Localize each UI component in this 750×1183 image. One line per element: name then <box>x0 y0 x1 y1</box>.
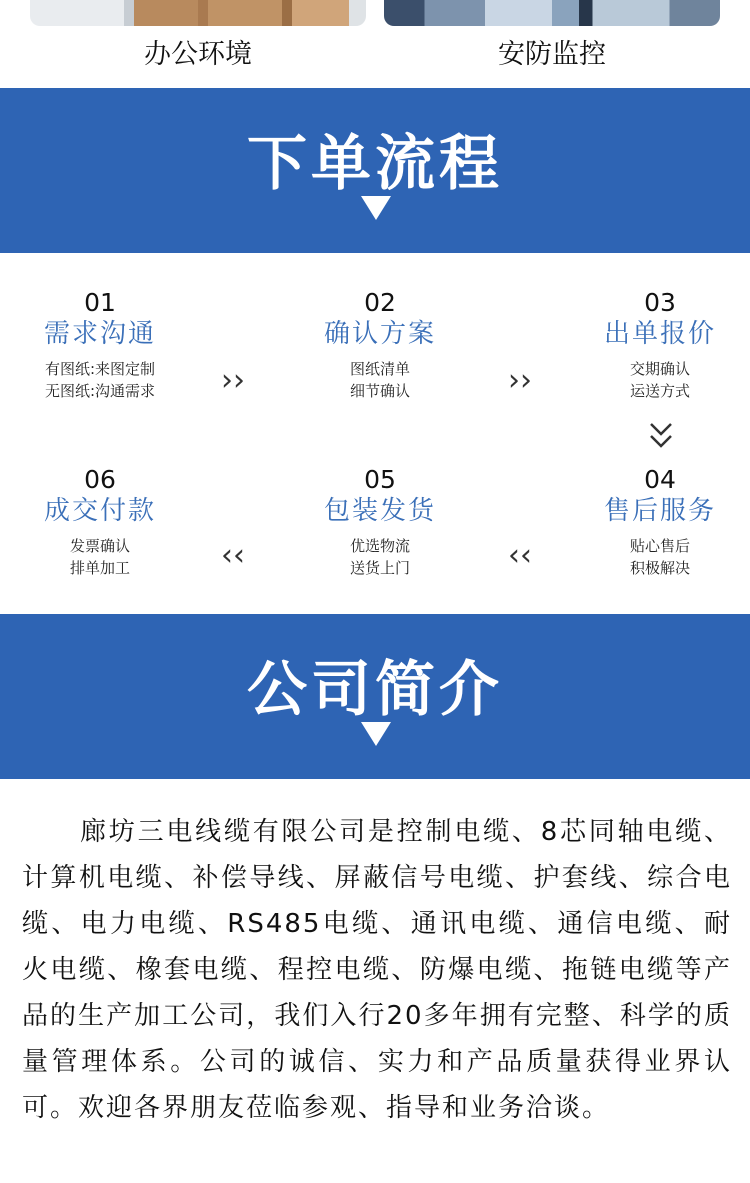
office-caption: 办公环境 <box>144 39 252 70</box>
photo-strip <box>0 0 750 88</box>
step-number: 01 <box>84 288 116 317</box>
company-intro-text: 廊坊三电线缆有限公司是控制电缆、8芯同轴电缆、计算机电缆、补偿导线、屏蔽信号电缆、护套线、综合电缆、电力电缆、RS485电缆、通讯电缆、通信电缆、耐火电缆、橡套电缆、程控电缆、防爆电缆、拖链电缆等产品的生产加工公司，我们入行20多年拥有完整、科学的质量管理体系。公司的诚信、实力和产品质量获得业界认可。欢迎各界朋友莅临参观、指导和业务洽谈。 <box>22 817 732 1123</box>
step-name: 出单报价 <box>603 319 716 349</box>
down-triangle-icon <box>361 196 391 220</box>
order-process-title: 下单流程 <box>247 129 503 199</box>
step-desc-line: 优选物流 <box>349 537 410 555</box>
step-desc <box>280 535 480 579</box>
step-name: 包装发货 <box>323 496 436 526</box>
double-chevron-right-icon: ›› <box>221 363 245 398</box>
step-desc-line: 运送方式 <box>629 382 690 400</box>
step-number: 03 <box>644 288 676 317</box>
step-name: 售后服务 <box>603 496 716 526</box>
double-chevron-down-icon <box>648 421 674 451</box>
step-number: 06 <box>84 465 116 494</box>
step-02 <box>280 288 480 402</box>
step-desc-line: 细节确认 <box>349 382 410 400</box>
security-photo <box>384 0 720 26</box>
step-name: 确认方案 <box>323 319 436 349</box>
step-desc-line: 有图纸:来图定制 <box>44 360 156 378</box>
step-desc <box>280 358 480 402</box>
step-desc <box>0 535 200 579</box>
step-desc-line: 排单加工 <box>69 559 130 577</box>
company-intro <box>0 779 750 1183</box>
step-desc <box>560 535 750 579</box>
order-process-banner <box>0 88 750 253</box>
office-photo <box>30 0 366 26</box>
step-04 <box>560 465 750 579</box>
double-chevron-left-icon: ‹‹ <box>221 538 245 573</box>
order-process-steps <box>0 253 750 614</box>
step-desc-line: 积极解决 <box>629 559 690 577</box>
step-desc-line: 贴心售后 <box>629 537 690 555</box>
step-desc-line: 无图纸:沟通需求 <box>44 382 156 400</box>
company-intro-title: 公司简介 <box>247 655 503 725</box>
step-desc <box>560 358 750 402</box>
step-number: 02 <box>364 288 396 317</box>
step-desc-line: 图纸清单 <box>349 360 410 378</box>
step-desc-line: 交期确认 <box>629 360 690 378</box>
company-intro-banner <box>0 614 750 779</box>
step-01 <box>0 288 200 402</box>
step-number: 04 <box>644 465 676 494</box>
step-03 <box>560 288 750 402</box>
step-desc-line: 送货上门 <box>349 559 410 577</box>
step-name: 需求沟通 <box>43 319 156 349</box>
security-caption: 安防监控 <box>498 39 606 70</box>
step-desc <box>0 358 200 402</box>
step-05 <box>280 465 480 579</box>
step-desc-line: 发票确认 <box>69 537 130 555</box>
step-06 <box>0 465 200 579</box>
down-triangle-icon <box>361 722 391 746</box>
step-number: 05 <box>364 465 396 494</box>
double-chevron-left-icon: ‹‹ <box>508 538 532 573</box>
step-name: 成交付款 <box>43 496 156 526</box>
double-chevron-right-icon: ›› <box>508 363 532 398</box>
